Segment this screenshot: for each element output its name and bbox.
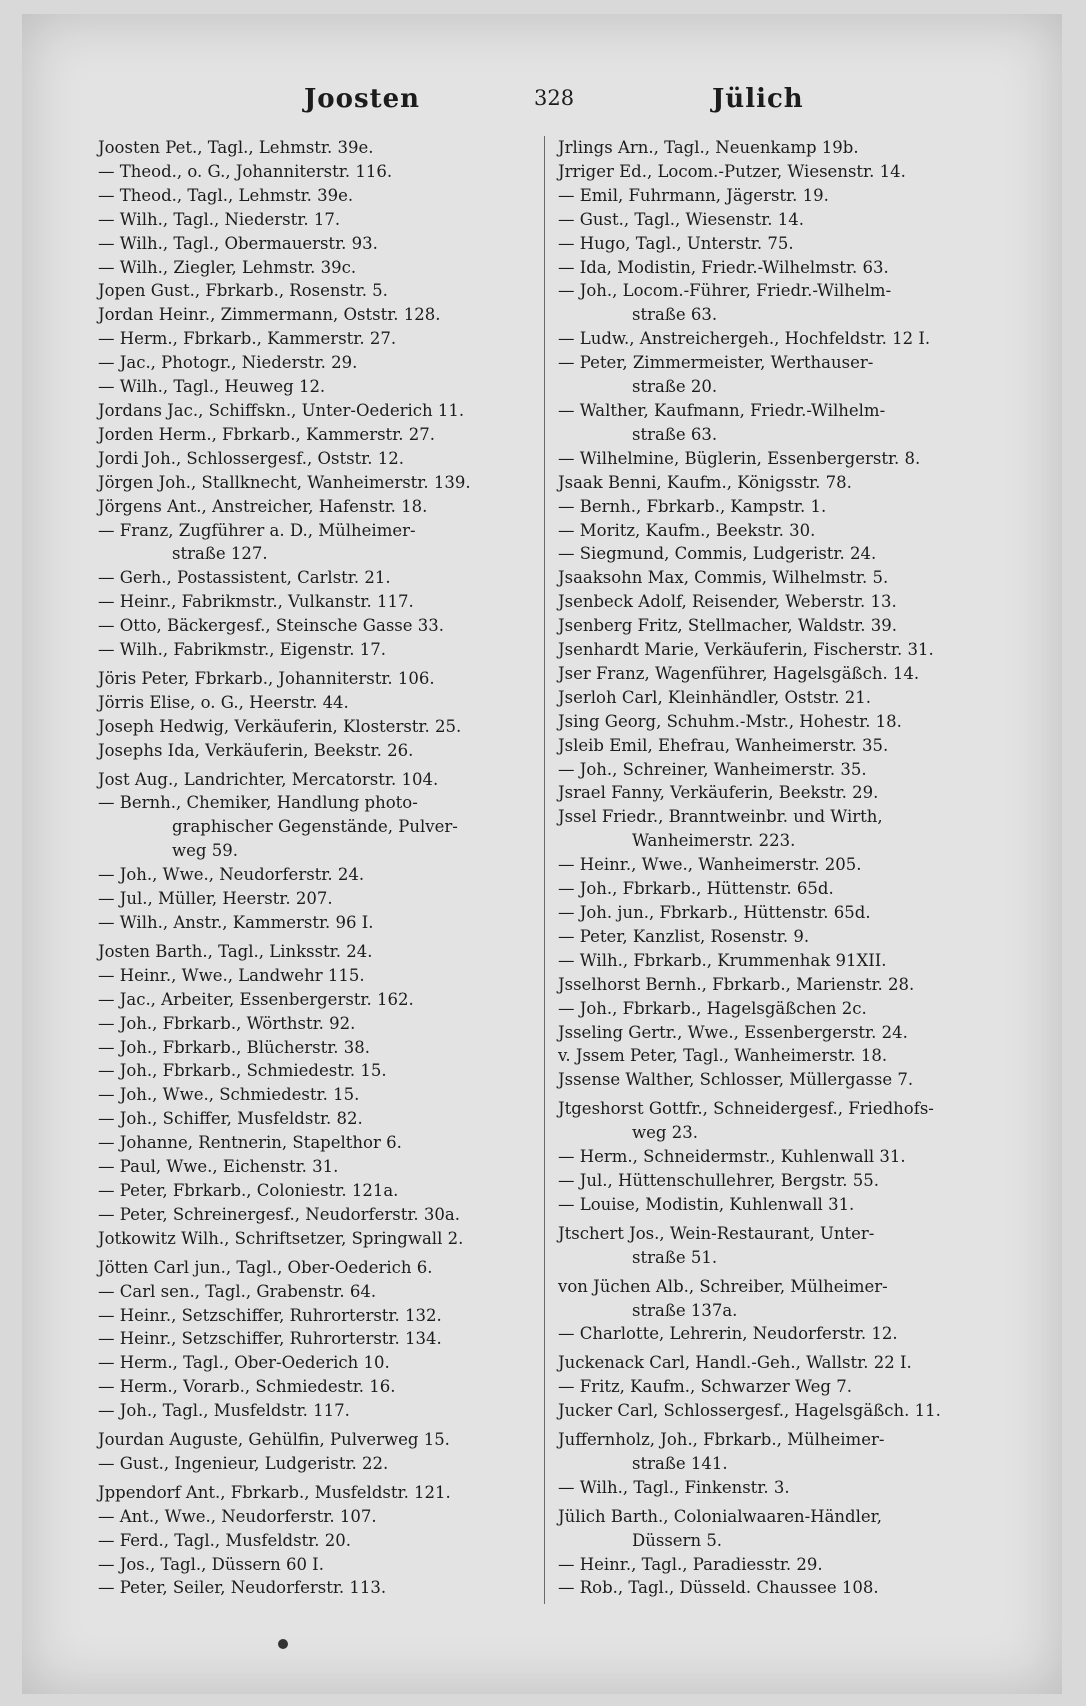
directory-entry: — Theod., Tagl., Lehmstr. 39e. — [98, 185, 354, 205]
header-left-title: Joosten — [304, 84, 421, 114]
directory-entry: — Theod., o. G., Johanniterstr. 116. — [98, 161, 393, 181]
directory-entry: — Heinr., Setzschiffer, Ruhrorterstr. 132. — [98, 1305, 442, 1325]
entry-continuation: straße 137a. — [632, 1300, 738, 1320]
directory-entry: Jucker Carl, Schlossergesf., Hagelsgäßch. 11. — [558, 1401, 941, 1421]
directory-entry: Jörris Elise, o. G., Heerstr. 44. — [98, 692, 349, 712]
directory-entry: — Joh., Fbrkarb., Blücherstr. 38. — [98, 1037, 371, 1057]
directory-page — [22, 14, 1062, 1694]
directory-entry: — Joh., Fbrkarb., Schmiedestr. 15. — [98, 1061, 387, 1081]
directory-entry: Jtgeshorst Gottfr., Schneidergesf., Friedhofs- — [558, 1099, 934, 1119]
directory-entry: Jörgen Joh., Stallknecht, Wanheimerstr. 139. — [98, 472, 471, 492]
directory-entry: — Joh., Wwe., Schmiedestr. 15. — [98, 1085, 360, 1105]
directory-entry: — Joh. jun., Fbrkarb., Hüttenstr. 65d. — [558, 903, 871, 922]
entry-continuation: Wanheimerstr. 223. — [632, 831, 796, 851]
entry-continuation: straße 141. — [632, 1453, 728, 1473]
directory-entry: Jsing Georg, Schuhm.-Mstr., Hohestr. 18. — [558, 711, 902, 731]
directory-entry: Jssel Friedr., Branntweinbr. und Wirth, — [558, 807, 883, 827]
directory-entry: — Heinr., Wwe., Landwehr 115. — [98, 965, 365, 985]
directory-entry: — Wilh., Fabrikmstr., Eigenstr. 17. — [98, 640, 386, 660]
header-right-title: Jülich — [712, 84, 804, 114]
directory-entry: — Johanne, Rentnerin, Stapelthor 6. — [98, 1133, 402, 1153]
directory-entry: Jtschert Jos., Wein-Restaurant, Unter- — [558, 1223, 875, 1243]
directory-entry: — Fritz, Kaufm., Schwarzer Weg 7. — [558, 1377, 852, 1397]
column-divider — [544, 136, 545, 1604]
directory-entry: — Peter, Kanzlist, Rosenstr. 9. — [558, 926, 810, 946]
directory-entry: Jordans Jac., Schiffskn., Unter-Oederich 11. — [98, 400, 465, 420]
directory-entry: Jsenhardt Marie, Verkäuferin, Fischerstr. 31. — [558, 640, 934, 660]
directory-entry: — Joh., Locom.-Führer, Friedr.-Wilhelm- — [558, 281, 892, 301]
directory-entry: — Paul, Wwe., Eichenstr. 31. — [98, 1157, 339, 1177]
directory-entry: Jordan Heinr., Zimmermann, Oststr. 128. — [98, 305, 441, 325]
directory-entry: Joseph Hedwig, Verkäuferin, Klosterstr. 25. — [98, 716, 462, 736]
directory-entry: — Otto, Bäckergesf., Steinsche Gasse 33. — [98, 616, 445, 636]
directory-entry: — Jac., Arbeiter, Essenbergerstr. 162. — [98, 989, 414, 1009]
directory-entry: — Heinr., Wwe., Wanheimerstr. 205. — [558, 855, 862, 875]
directory-entry: — Wilh., Tagl., Niederstr. 17. — [98, 209, 341, 229]
directory-entry: Jötten Carl jun., Tagl., Ober-Oederich 6. — [98, 1257, 433, 1277]
directory-entry: Jorden Herm., Fbrkarb., Kammerstr. 27. — [98, 424, 435, 444]
directory-entry: — Peter, Fbrkarb., Coloniestr. 121a. — [98, 1180, 399, 1200]
directory-entry: — Peter, Seiler, Neudorferstr. 113. — [98, 1578, 387, 1598]
entry-continuation: weg 59. — [172, 841, 238, 861]
directory-entry: — Ida, Modistin, Friedr.-Wilhelmstr. 63. — [558, 257, 889, 277]
directory-entry: — Wilh., Tagl., Heuweg 12. — [98, 377, 326, 397]
directory-entry: — Herm., Vorarb., Schmiedestr. 16. — [98, 1377, 396, 1397]
directory-entry: — Wilh., Anstr., Kammerstr. 96 I. — [98, 913, 374, 932]
directory-entry: — Bernh., Fbrkarb., Kampstr. 1. — [558, 496, 827, 516]
directory-entry: — Joh., Fbrkarb., Wörthstr. 92. — [98, 1013, 356, 1033]
directory-entry: Jppendorf Ant., Fbrkarb., Musfeldstr. 121. — [98, 1482, 451, 1502]
directory-entry: Jsaak Benni, Kaufm., Königsstr. 78. — [558, 472, 852, 492]
directory-entry: — Heinr., Tagl., Paradiesstr. 29. — [558, 1554, 823, 1574]
directory-entry: Jost Aug., Landrichter, Mercatorstr. 104. — [98, 769, 439, 789]
entry-continuation: straße 127. — [172, 544, 268, 564]
directory-entry: Jrriger Ed., Locom.-Putzer, Wiesenstr. 14. — [558, 161, 906, 181]
directory-entry: Juckenack Carl, Handl.-Geh., Wallstr. 22 I. — [558, 1353, 912, 1373]
directory-entry: — Herm., Fbrkarb., Kammerstr. 27. — [98, 329, 397, 349]
ink-spot — [278, 1639, 288, 1649]
directory-entry: — Peter, Zimmermeister, Werthauser- — [558, 353, 874, 373]
directory-entry: — Gerh., Postassistent, Carlstr. 21. — [98, 568, 391, 588]
entry-continuation: graphischer Gegenstände, Pulver- — [172, 817, 458, 837]
directory-entry: — Jul., Müller, Heerstr. 207. — [98, 889, 333, 909]
page-number: 328 — [534, 86, 575, 110]
directory-entry: — Wilh., Tagl., Obermauerstr. 93. — [98, 233, 378, 253]
directory-entry: — Joh., Schiffer, Musfeldstr. 82. — [98, 1109, 363, 1129]
directory-entry: — Louise, Modistin, Kuhlenwall 31. — [558, 1194, 855, 1214]
directory-entry: — Gust., Ingenieur, Ludgeristr. 22. — [98, 1453, 389, 1473]
directory-entry: — Jul., Hüttenschullehrer, Bergstr. 55. — [558, 1170, 880, 1190]
directory-entry: Jsaaksohn Max, Commis, Wilhelmstr. 5. — [558, 568, 889, 588]
directory-entry: — Peter, Schreinergesf., Neudorferstr. 30a. — [98, 1204, 460, 1224]
directory-entry: — Wilh., Tagl., Finkenstr. 3. — [558, 1477, 790, 1497]
directory-entry: von Jüchen Alb., Schreiber, Mülheimer- — [558, 1276, 888, 1296]
directory-entry: Jser Franz, Wagenführer, Hagelsgäßch. 14. — [558, 663, 920, 683]
directory-entry: — Wilhelmine, Büglerin, Essenbergerstr. 8. — [558, 448, 921, 468]
left-column — [98, 136, 536, 1600]
directory-entry: — Joh., Fbrkarb., Hagelsgäßchen 2c. — [558, 998, 867, 1018]
directory-entry: — Heinr., Setzschiffer, Ruhrorterstr. 134. — [98, 1329, 442, 1349]
directory-entry: Jserloh Carl, Kleinhändler, Oststr. 21. — [558, 687, 871, 707]
entry-continuation: straße 51. — [632, 1247, 718, 1267]
entry-continuation: Düssern 5. — [632, 1530, 723, 1550]
directory-entry: Jsleib Emil, Ehefrau, Wanheimerstr. 35. — [558, 735, 889, 755]
directory-entry: Jotkowitz Wilh., Schriftsetzer, Springwall 2. — [98, 1228, 464, 1248]
directory-entry: Jsselhorst Bernh., Fbrkarb., Marienstr. 28. — [558, 974, 915, 994]
directory-entry: — Jac., Photogr., Niederstr. 29. — [98, 353, 358, 373]
directory-entry: — Carl sen., Tagl., Grabenstr. 64. — [98, 1281, 377, 1301]
directory-entry: — Ant., Wwe., Neudorferstr. 107. — [98, 1506, 377, 1526]
directory-entry: Jsrael Fanny, Verkäuferin, Beekstr. 29. — [558, 783, 879, 803]
directory-entry: Jordi Joh., Schlossergesf., Oststr. 12. — [98, 448, 404, 468]
directory-entry: — Joh., Fbrkarb., Hüttenstr. 65d. — [558, 879, 834, 899]
directory-entry: — Herm., Tagl., Ober-Oederich 10. — [98, 1353, 390, 1373]
directory-entry: Juffernholz, Joh., Fbrkarb., Mülheimer- — [558, 1430, 885, 1450]
directory-entry: — Joh., Wwe., Neudorferstr. 24. — [98, 865, 365, 885]
entry-continuation: straße 20. — [632, 377, 718, 397]
directory-entry: Jopen Gust., Fbrkarb., Rosenstr. 5. — [98, 281, 388, 301]
directory-entry: — Siegmund, Commis, Ludgeristr. 24. — [558, 544, 877, 564]
directory-entry: — Ludw., Anstreichergeh., Hochfeldstr. 12 I. — [558, 329, 931, 349]
right-column — [558, 136, 1006, 1600]
directory-entry: — Emil, Fuhrmann, Jägerstr. 19. — [558, 185, 829, 205]
directory-entry: — Franz, Zugführer a. D., Mülheimer- — [98, 520, 416, 540]
directory-entry: Josephs Ida, Verkäuferin, Beekstr. 26. — [98, 740, 414, 760]
directory-entry: — Wilh., Fbrkarb., Krummenhak 91XII. — [558, 950, 887, 970]
entry-continuation: straße 63. — [632, 424, 718, 444]
directory-entry: — Gust., Tagl., Wiesenstr. 14. — [558, 209, 804, 229]
directory-entry: — Wilh., Ziegler, Lehmstr. 39c. — [98, 257, 357, 277]
directory-entry: Jssense Walther, Schlosser, Müllergasse 7. — [558, 1070, 914, 1090]
directory-entry: Jourdan Auguste, Gehülfin, Pulverweg 15. — [98, 1430, 450, 1450]
directory-entry: — Ferd., Tagl., Musfeldstr. 20. — [98, 1530, 351, 1550]
directory-entry: — Joh., Tagl., Musfeldstr. 117. — [98, 1401, 350, 1421]
directory-entry: Jörgens Ant., Anstreicher, Hafenstr. 18. — [98, 496, 428, 516]
directory-entry: — Jos., Tagl., Düssern 60 I. — [98, 1554, 324, 1574]
directory-entry: — Heinr., Fabrikmstr., Vulkanstr. 117. — [98, 592, 414, 612]
directory-entry: Jöris Peter, Fbrkarb., Johanniterstr. 106. — [98, 668, 435, 688]
page-header — [22, 84, 1062, 120]
directory-entry: Josten Barth., Tagl., Linksstr. 24. — [98, 941, 373, 961]
directory-entry: v. Jssem Peter, Tagl., Wanheimerstr. 18. — [558, 1046, 888, 1066]
directory-entry: — Charlotte, Lehrerin, Neudorferstr. 12. — [558, 1324, 898, 1344]
directory-entry: Jsenberg Fritz, Stellmacher, Waldstr. 39. — [558, 616, 897, 636]
directory-entry: Jrlings Arn., Tagl., Neuenkamp 19b. — [558, 138, 859, 157]
directory-entry: — Joh., Schreiner, Wanheimerstr. 35. — [558, 759, 867, 779]
directory-entry: — Moritz, Kaufm., Beekstr. 30. — [558, 520, 816, 540]
directory-entry: Jsenbeck Adolf, Reisender, Weberstr. 13. — [558, 592, 897, 612]
directory-entry: — Hugo, Tagl., Unterstr. 75. — [558, 233, 794, 253]
directory-entry: — Bernh., Chemiker, Handlung photo- — [98, 793, 418, 813]
directory-entry: Jülich Barth., Colonialwaaren-Händler, — [558, 1506, 882, 1526]
directory-entry: Joosten Pet., Tagl., Lehmstr. 39e. — [98, 138, 374, 157]
directory-entry: — Herm., Schneidermstr., Kuhlenwall 31. — [558, 1147, 906, 1167]
directory-entry: Jsseling Gertr., Wwe., Essenbergerstr. 24. — [558, 1022, 908, 1042]
entry-continuation: straße 63. — [632, 305, 718, 325]
directory-entry: — Rob., Tagl., Düsseld. Chaussee 108. — [558, 1578, 879, 1598]
entry-continuation: weg 23. — [632, 1123, 698, 1143]
directory-entry: — Walther, Kaufmann, Friedr.-Wilhelm- — [558, 400, 886, 420]
